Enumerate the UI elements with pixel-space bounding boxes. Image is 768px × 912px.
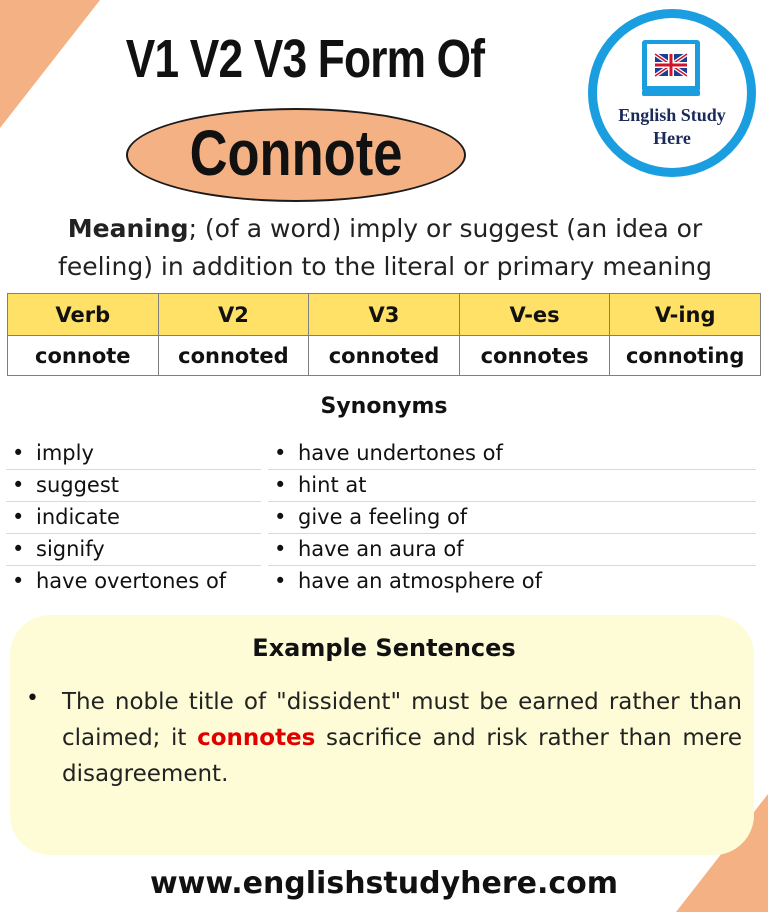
synonym-item	[268, 534, 756, 566]
synonym-text: signify	[36, 537, 105, 561]
example-sentences-title: Example Sentences	[252, 634, 516, 662]
bullet: •	[274, 569, 287, 593]
bullet: •	[12, 473, 25, 497]
example-sentence	[62, 684, 742, 792]
header-cell: V3	[309, 294, 460, 336]
meaning-definition: ; (of a word) imply or suggest (an idea or feeling) in addition to the literal or primary meaning	[58, 214, 712, 281]
synonym-text: have an aura of	[298, 537, 464, 561]
example-text-before: The noble title of "dissident" must be earned rather than claimed; it	[62, 689, 742, 751]
verb-forms-value-row	[8, 336, 761, 376]
synonyms-list-right	[268, 438, 756, 598]
website-url[interactable]: www.englishstudyhere.com	[149, 866, 619, 901]
example-highlight: connotes	[197, 725, 316, 751]
verb-forms-header-row	[8, 294, 761, 336]
synonym-text: give a feeling of	[298, 505, 468, 529]
value-cell: connoting	[610, 336, 761, 376]
synonym-item	[6, 566, 261, 598]
synonym-text: have an atmosphere of	[298, 569, 542, 593]
bullet: •	[12, 537, 25, 561]
synonym-item	[268, 566, 756, 598]
uk-flag-icon	[655, 54, 687, 76]
bullet: •	[274, 473, 287, 497]
bullet: •	[274, 505, 287, 529]
synonym-item	[6, 470, 261, 502]
bullet: •	[274, 537, 287, 561]
header-cell: Verb	[8, 294, 159, 336]
value-cell: connotes	[459, 336, 610, 376]
value-cell: connote	[8, 336, 159, 376]
synonym-text: imply	[36, 441, 94, 465]
value-cell: connoted	[158, 336, 309, 376]
synonym-item	[268, 438, 756, 470]
synonym-text: hint at	[298, 473, 367, 497]
header-cell: V-ing	[610, 294, 761, 336]
synonyms-list-left	[6, 438, 261, 598]
page-title: V1 V2 V3 Form Of	[125, 29, 485, 89]
example-text-after: sacrifice and risk rather than mere disagreement.	[62, 725, 742, 787]
synonym-item	[268, 470, 756, 502]
value-cell: connoted	[309, 336, 460, 376]
meaning-label: Meaning	[67, 214, 189, 243]
bullet: •	[12, 505, 25, 529]
synonyms-title: Synonyms	[320, 394, 448, 419]
synonym-text: have undertones of	[298, 441, 503, 465]
word-heading: Connote	[189, 117, 403, 189]
bullet: •	[12, 441, 25, 465]
synonym-text: suggest	[36, 473, 120, 497]
logo-text-line1: English Study	[618, 105, 726, 125]
synonym-item	[6, 534, 261, 566]
synonym-text: have overtones of	[36, 569, 227, 593]
meaning-text	[20, 210, 750, 286]
logo	[585, 6, 759, 180]
header-cell: V2	[158, 294, 309, 336]
bullet: •	[274, 441, 287, 465]
header-cell: V-es	[459, 294, 610, 336]
synonym-item	[268, 502, 756, 534]
synonym-text: indicate	[36, 505, 120, 529]
bullet: •	[12, 569, 25, 593]
example-bullet: •	[26, 686, 39, 711]
synonym-item	[6, 438, 261, 470]
logo-text-line2: Here	[653, 128, 691, 148]
verb-forms-table	[7, 293, 761, 376]
synonym-item	[6, 502, 261, 534]
